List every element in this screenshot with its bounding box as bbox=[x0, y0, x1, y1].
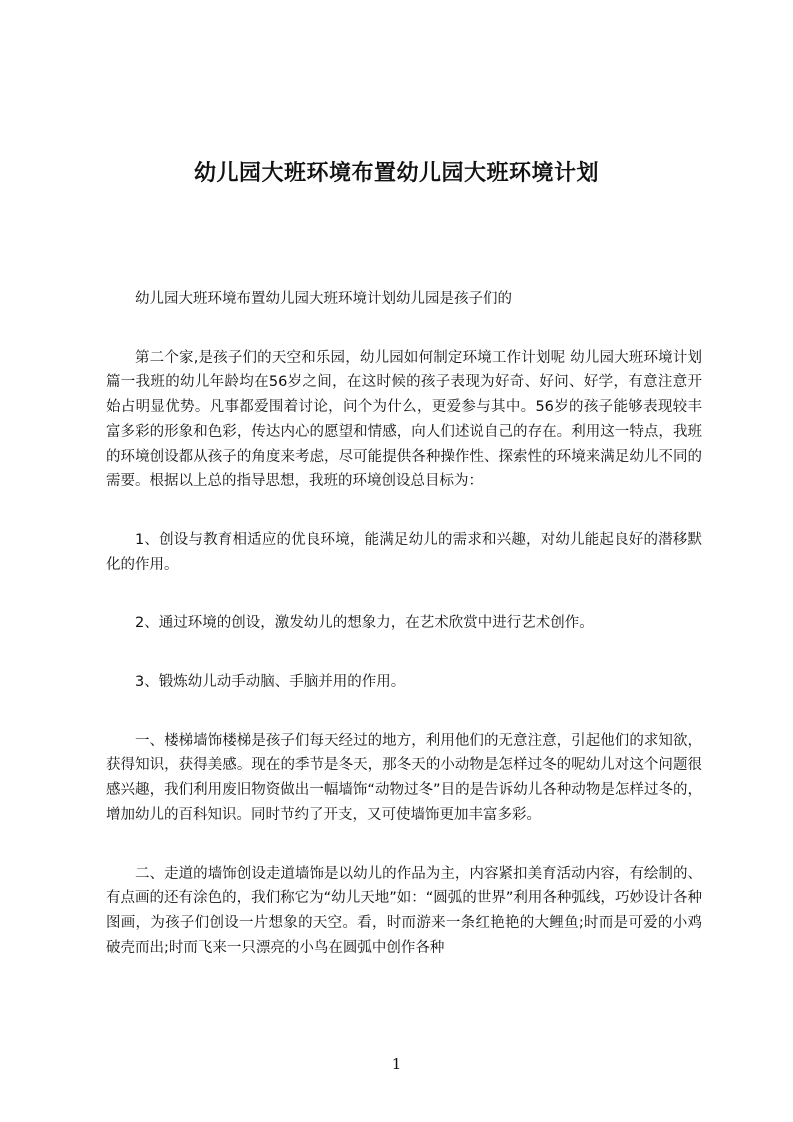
paragraph-hallway-decoration: 二、走道的墙饰创设走道墙饰是以幼儿的作品为主，内容紧扣美育活动内容，有绘制的、有点画的还有涂色的，我们称它为“幼儿天地”如：“圆弧的世界”利用各种弧线，巧妙设计各种图画，为孩子们创设一片想象的天空。看，时而游来一条红艳艳的大鲤鱼;时而是可爱的小鸡破壳而出;时而飞来一只漂亮的小鸟在圆弧中创作各种 bbox=[106, 865, 702, 956]
paragraph-stairs-decoration: 一、楼梯墙饰楼梯是孩子们每天经过的地方，利用他们的无意注意，引起他们的求知欲，获得知识，获得美感。现在的季节是冬天，那冬天的小动物是怎样过冬的呢幼儿对这个问题很感兴趣，我们利用废旧物资做出一幅墙饰“动物过冬”目的是告诉幼儿各种动物是怎样过冬的，增加幼儿的百科知识。同时节约了开支，又可使墙饰更加丰富多彩。 bbox=[106, 732, 702, 823]
paragraph-goal-3: 3、锻炼幼儿动手动脑、手脑并用的作用。 bbox=[135, 674, 406, 691]
document-body bbox=[106, 287, 702, 960]
page-title: 幼儿园大班环境布置幼儿园大班环境计划 bbox=[193, 160, 599, 186]
paragraph-goal-2: 2、通过环境的创设，激发幼儿的想象力，在艺术欣赏中进行艺术创作。 bbox=[135, 615, 594, 632]
paragraph-overview: 第二个家,是孩子们的天空和乐园，幼儿园如何制定环境工作计划呢 幼儿园大班环境计划篇一我班的幼儿年龄均在56岁之间，在这时候的孩子表现为好奇、好问、好学，有意注意开始占明显优势。凡事都爱围着讨论，问个为什么，更爱参与其中。56岁的孩子能够表现较丰富多彩的形象和色彩，传达内心的愿望和情感，向人们述说自己的存在。利用这一特点，我班的环境创设都从孩子的角度来考虑，尽可能提供各种操作性、探索性的环境来满足幼儿不同的需要。根据以上总的指导思想，我班的环境创设总目标为： bbox=[106, 349, 702, 490]
page-number: 1 bbox=[391, 1055, 402, 1073]
paragraph-goal-1: 1、创设与教育相适应的优良环境，能满足幼儿的需求和兴趣，对幼儿能起良好的潜移默化的作用。 bbox=[106, 531, 702, 573]
paragraph-intro: 幼儿园大班环境布置幼儿园大班环境计划幼儿园是孩子们的 bbox=[135, 291, 512, 307]
